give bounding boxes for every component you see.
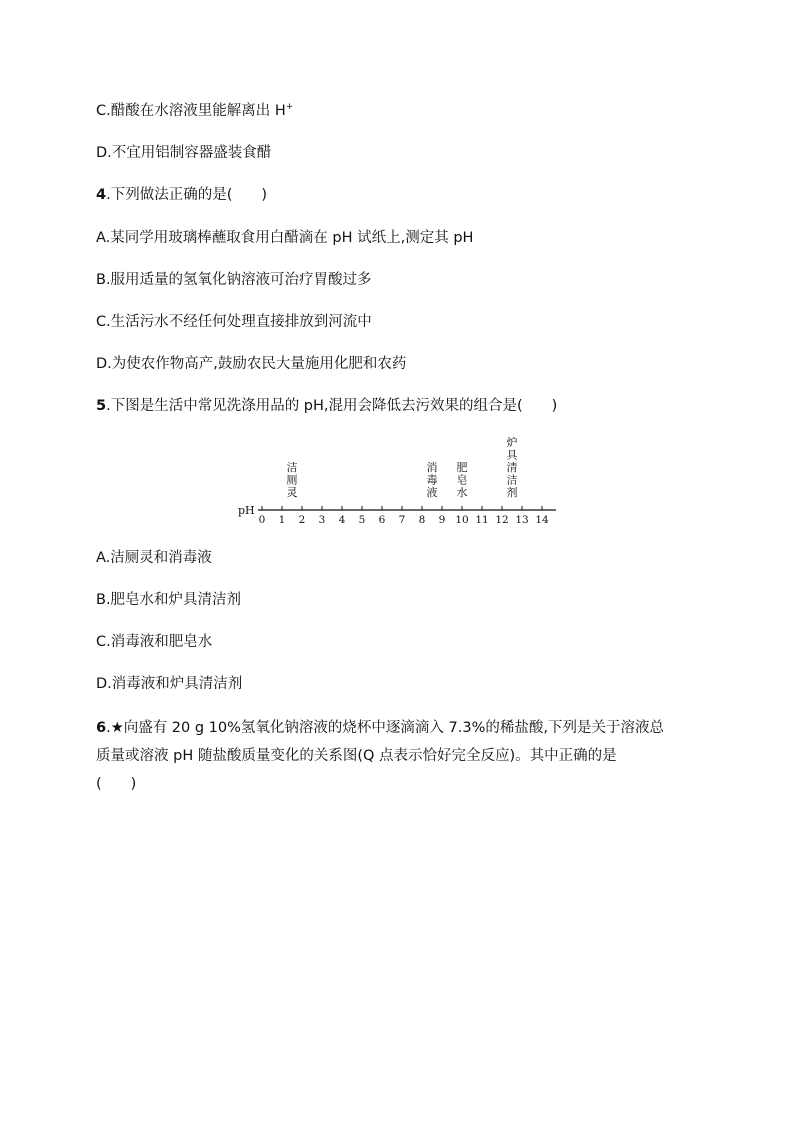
ph-tick-label: 0 <box>258 514 266 526</box>
ph-tick-label: 10 <box>455 514 469 526</box>
q5-stem <box>96 396 557 416</box>
q3-option-c <box>96 101 293 121</box>
q6-stem-line-3: ( ) <box>96 776 137 792</box>
ph-axis-label: pH <box>238 504 255 517</box>
q5-option-b: B.肥皂水和炉具清洁剂 <box>96 592 242 608</box>
q5-number: 5 <box>96 398 107 414</box>
q3-option-c-superscript: + <box>285 102 294 113</box>
q4-option-a: A.某同学用玻璃棒蘸取食用白醋滴在 pH 试纸上,测定其 pH <box>96 230 474 246</box>
q4-stem <box>96 185 267 205</box>
ph-markers <box>287 435 519 499</box>
ph-tick-label: 6 <box>378 514 386 526</box>
ph-marker-label: 炉具清洁剂 <box>506 436 518 499</box>
ph-tick-label: 1 <box>278 514 286 526</box>
q6-stem-line-2: 质量或溶液 pH 随盐酸质量变化的关系图(Q 点表示恰好完全反应)。其中正确的是 <box>96 748 617 764</box>
q6-stem-text-1: .★向盛有 20 g 10%氢氧化钠溶液的烧杯中逐滴滴入 7.3%的稀盐酸,下列是关于溶液总 <box>106 720 664 736</box>
q4-option-d: D.为使农作物高产,鼓励农民大量施用化肥和农药 <box>96 356 407 372</box>
q5-stem-text: .下图是生活中常见洗涤用品的 pH,混用会降低去污效果的组合是( ) <box>106 398 558 414</box>
q4-number: 4 <box>96 187 107 203</box>
q5-option-d: D.消毒液和炉具清洁剂 <box>96 676 243 692</box>
ph-scale-figure <box>232 430 562 530</box>
q3-option-c-text: C.醋酸在水溶液里能解离出 H <box>96 103 286 119</box>
ph-tick-label: 3 <box>318 514 326 526</box>
ph-tick-label: 8 <box>418 514 426 526</box>
ph-tick-label: 14 <box>535 514 549 526</box>
ph-marker-label: 肥皂水 <box>456 461 468 499</box>
q4-stem-text: .下列做法正确的是( ) <box>106 187 268 203</box>
ph-tick-label: 9 <box>438 514 446 526</box>
ph-tick-label: 13 <box>515 514 529 526</box>
ph-tick-label: 7 <box>398 514 406 526</box>
ph-tick-label: 2 <box>298 514 306 526</box>
q4-option-b: B.服用适量的氢氧化钠溶液可治疗胃酸过多 <box>96 272 372 288</box>
ph-tick-label: 11 <box>475 514 489 526</box>
q3-option-d: D.不宜用铝制容器盛装食醋 <box>96 145 272 161</box>
ph-tick-label: 12 <box>495 514 509 526</box>
ph-marker-label: 洁厕灵 <box>286 461 298 499</box>
ph-marker-label: 消毒液 <box>426 461 438 499</box>
q5-option-c: C.消毒液和肥皂水 <box>96 634 213 650</box>
q6-number: 6 <box>96 720 107 736</box>
ph-tick-label: 5 <box>358 514 366 526</box>
q4-option-c: C.生活污水不经任何处理直接排放到河流中 <box>96 314 372 330</box>
ph-tick-label: 4 <box>338 514 346 526</box>
q6-stem-line-1 <box>96 718 664 738</box>
ph-ticks <box>259 506 549 526</box>
q5-option-a: A.洁厕灵和消毒液 <box>96 550 212 566</box>
